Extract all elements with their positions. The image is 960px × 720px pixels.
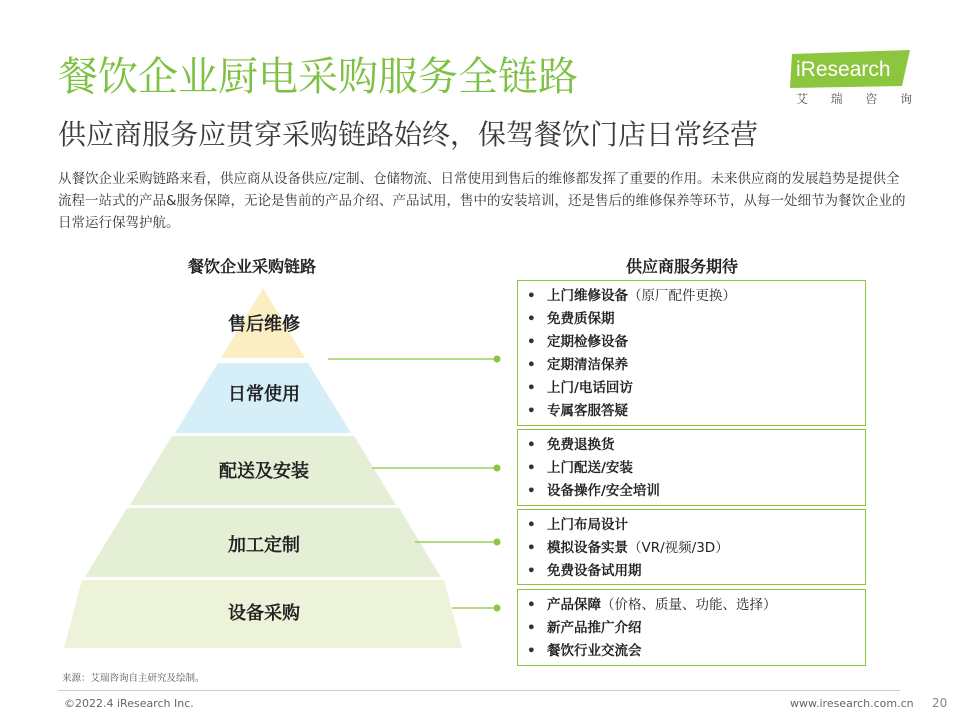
list-item: • 餐饮行业交流会 — [527, 640, 865, 663]
connector-dot — [494, 356, 501, 363]
list-item: • 定期清洁保养 — [527, 354, 865, 377]
service-box-after-sales — [517, 280, 866, 426]
logo-sub-char: 咨 — [865, 92, 878, 106]
website-link[interactable]: www.iresearch.com.cn — [790, 697, 914, 710]
list-item: • 上门/电话回访 — [527, 377, 865, 400]
list-item: • 上门布局设计 — [527, 514, 865, 537]
logo-wordmark: iResearch — [796, 58, 891, 81]
page-title: 餐饮企业厨电采购服务全链路 — [58, 54, 578, 100]
tier-label-daily-use: 日常使用 — [228, 384, 300, 405]
logo-sub-char: 瑞 — [830, 92, 843, 106]
intro-paragraph: 从餐饮企业采购链路来看，供应商从设备供应/定制、仓储物流、日常使用到售后的维修都发挥了重要的作用。未来供应商的发展趋势是提供全流程一站式的产品&服务保障，无论是售前的产品介绍、产品试用，售中的安装培训，还是售后的维修保养等环节，从每一处细节为餐饮企业的日常运行保驾护航。 — [58, 171, 906, 231]
source-note: 来源：艾瑞咨询自主研究及绘制。 — [62, 673, 205, 684]
list-item: • 免费质保期 — [527, 308, 865, 331]
copyright-text: ©2022.4 iResearch Inc. — [64, 697, 194, 710]
page-number: 20 — [932, 696, 948, 710]
list-item: • 上门配送/安装 — [527, 457, 865, 480]
service-box-customization — [517, 509, 866, 585]
list-item: • 模拟设备实景（VR/视频/3D） — [527, 537, 865, 560]
left-column-title: 餐饮企业采购链路 — [188, 257, 317, 276]
list-item: • 免费设备试用期 — [527, 560, 865, 583]
right-column-title: 供应商服务期待 — [626, 257, 739, 276]
list-item: • 免费退换货 — [527, 434, 865, 457]
list-item: • 专属客服答疑 — [527, 400, 865, 423]
connector-dot — [494, 605, 501, 612]
list-item: • 定期检修设备 — [527, 331, 865, 354]
tier-label-procurement: 设备采购 — [228, 603, 300, 624]
logo-sub-char: 艾 — [796, 92, 809, 106]
connector-dot — [494, 539, 501, 546]
list-item: • 上门维修设备（原厂配件更换） — [527, 285, 865, 308]
connector-dot — [494, 465, 501, 472]
tier-label-customization: 加工定制 — [228, 535, 300, 556]
list-item: • 新产品推广介绍 — [527, 617, 865, 640]
list-item: • 设备操作/安全培训 — [527, 480, 865, 503]
tier-label-after-sales: 售后维修 — [228, 314, 300, 335]
tier-label-delivery-install: 配送及安装 — [219, 461, 309, 482]
list-item: • 产品保障（价格、质量、功能、选择） — [527, 594, 865, 617]
logo-sub-char: 询 — [899, 92, 912, 106]
service-box-procurement — [517, 589, 866, 666]
footer-divider — [58, 690, 900, 691]
service-box-delivery — [517, 429, 866, 506]
page-subtitle: 供应商服务应贯穿采购链路始终，保驾餐饮门店日常经营 — [58, 118, 759, 151]
